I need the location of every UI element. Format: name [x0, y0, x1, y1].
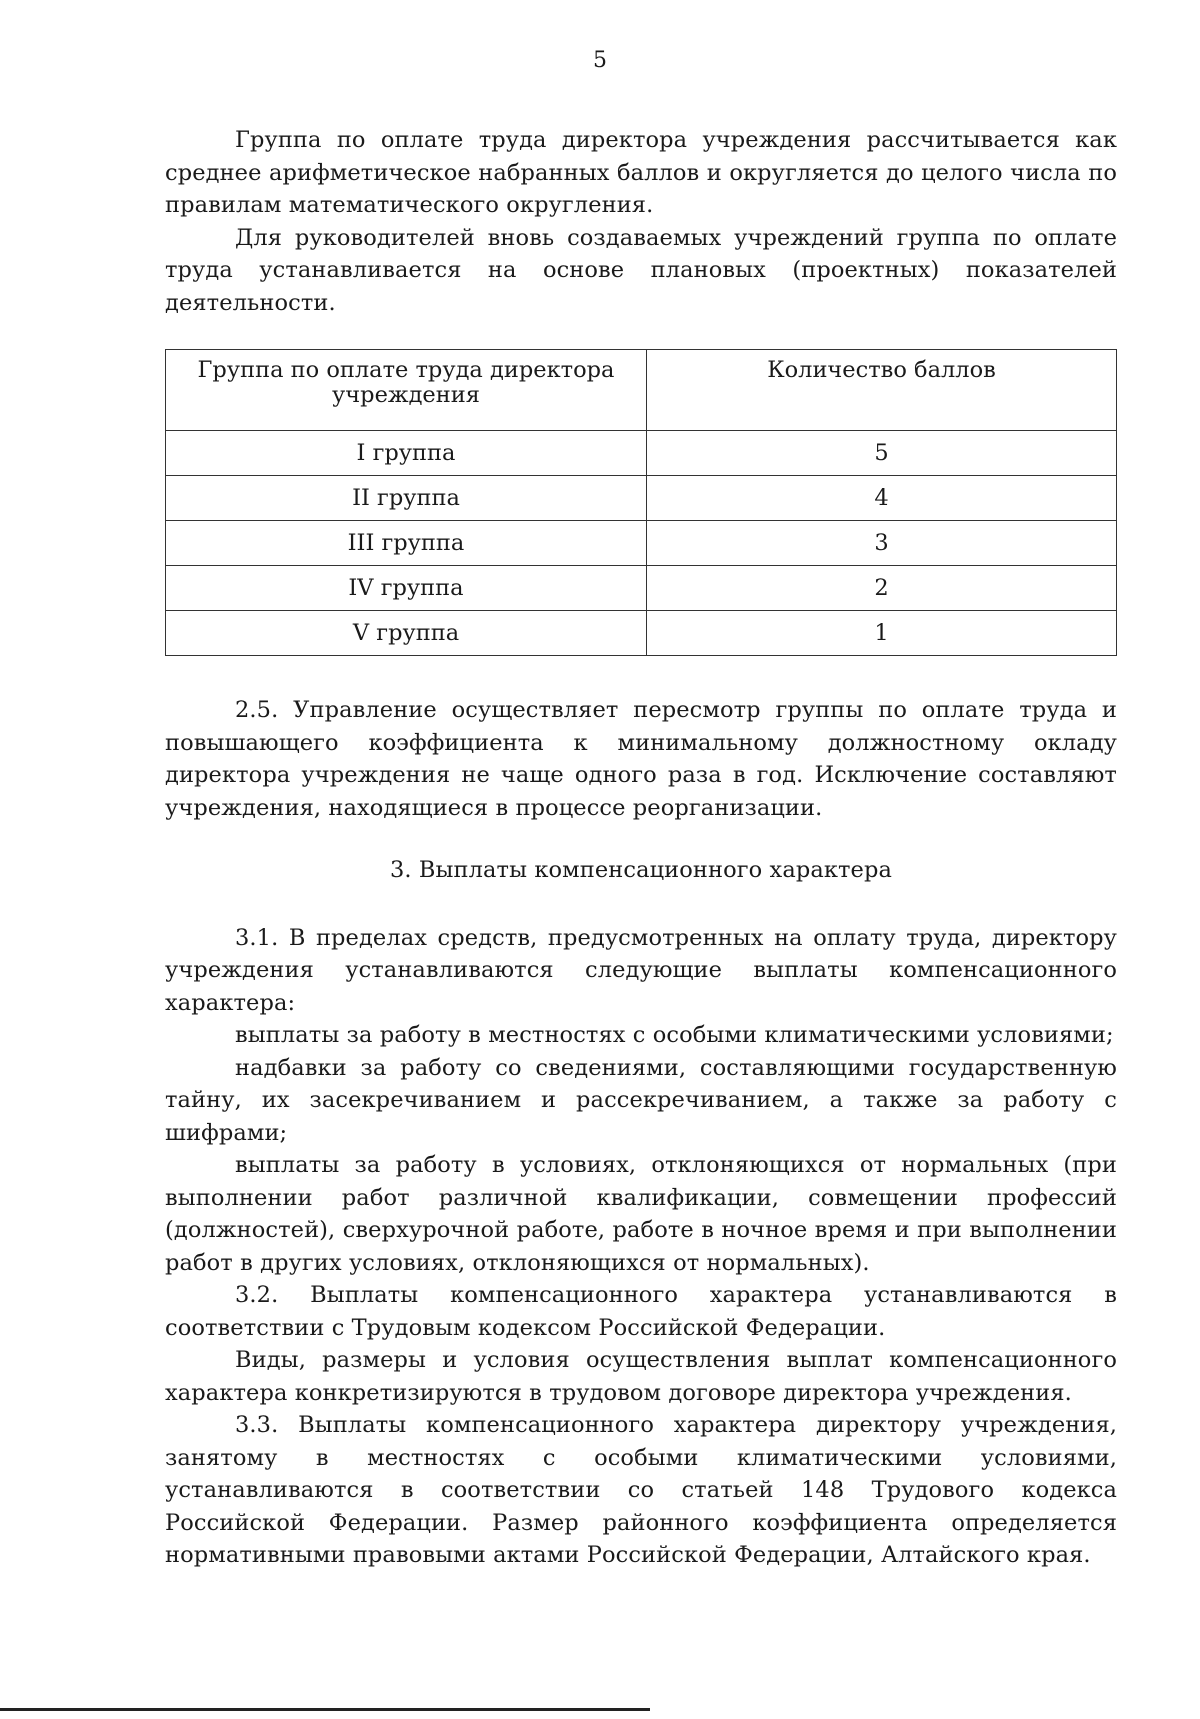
paragraph-types-sizes: Виды, размеры и условия осуществления выплат компенсационного характера конкретизируются в трудовом договоре директора учреждения. [165, 1347, 1117, 1406]
table-row [166, 476, 1117, 521]
document-body [165, 124, 1117, 1572]
table-cell-group: III группа [166, 521, 647, 566]
table-header-group: Группа по оплате труда директора учреждения [166, 350, 647, 431]
scan-edge-line [0, 1708, 650, 1711]
paragraph-2-5: 2.5. Управление осуществляет пересмотр группы по оплате труда и повышающего коэффициента к минимальному должностному окладу директора учреждения не чаще одного раза в год. Исключение составляют учреждения, находящиеся в процессе реорганизации. [165, 697, 1117, 821]
table-row [166, 566, 1117, 611]
paragraph-group-calculation: Группа по оплате труда директора учреждения рассчитывается как среднее арифметическое набранных баллов и округляется до целого числа по правилам математического округления. [165, 127, 1117, 218]
table-cell-group: II группа [166, 476, 647, 521]
table-row [166, 521, 1117, 566]
list-item-climate: выплаты за работу в местностях с особыми климатическими условиями; [235, 1022, 1114, 1048]
table-cell-group: V группа [166, 611, 647, 656]
table-header-row [166, 350, 1117, 431]
table-cell-group: I группа [166, 431, 647, 476]
table-cell-points: 4 [647, 476, 1117, 521]
group-points-table [165, 349, 1117, 656]
table-cell-points: 5 [647, 431, 1117, 476]
table-row [166, 431, 1117, 476]
table-row [166, 611, 1117, 656]
section-title: 3. Выплаты компенсационного характера [389, 857, 892, 883]
paragraph-new-institutions: Для руководителей вновь создаваемых учреждений группа по оплате труда устанавливается на основе плановых (проектных) показателей деятельности. [165, 224, 1117, 316]
group-points-table-wrapper [165, 349, 1117, 656]
paragraph-3-1: 3.1. В пределах средств, предусмотренных на оплату труда, директору учреждения устанавливаются следующие выплаты компенсационного характера: [165, 924, 1117, 1016]
table-cell-group: IV группа [166, 566, 647, 611]
list-item-abnormal-conditions: выплаты за работу в условиях, отклоняющихся от нормальных (при выполнении работ различной квалификации, совмещении профессий (должностей), сверхурочной работе, работе в ночное время и при выполнении работ в других условиях, отклоняющихся от нормальных). [165, 1152, 1117, 1276]
list-item-state-secret: надбавки за работу со сведениями, составляющими государственную тайну, их засекречиванием и рассекречиванием, а также за работу с шифрами; [165, 1054, 1117, 1146]
table-cell-points: 2 [647, 566, 1117, 611]
paragraph-3-3: 3.3. Выплаты компенсационного характера директору учреждения, занятому в местностях с особыми климатическими условиями, устанавливаются в соответствии со статьей 148 Трудового кодекса Российской Федерации. Размер районного коэффициента определяется нормативными правовыми актами Российской Федерации, Алтайского края. [165, 1412, 1117, 1568]
table-cell-points: 3 [647, 521, 1117, 566]
paragraph-3-2: 3.2. Выплаты компенсационного характера устанавливаются в соответствии с Трудовым кодексом Российской Федерации. [165, 1282, 1117, 1341]
table-header-points: Количество баллов [647, 350, 1117, 431]
table-cell-points: 1 [647, 611, 1117, 656]
page-number: 5 [593, 48, 607, 73]
